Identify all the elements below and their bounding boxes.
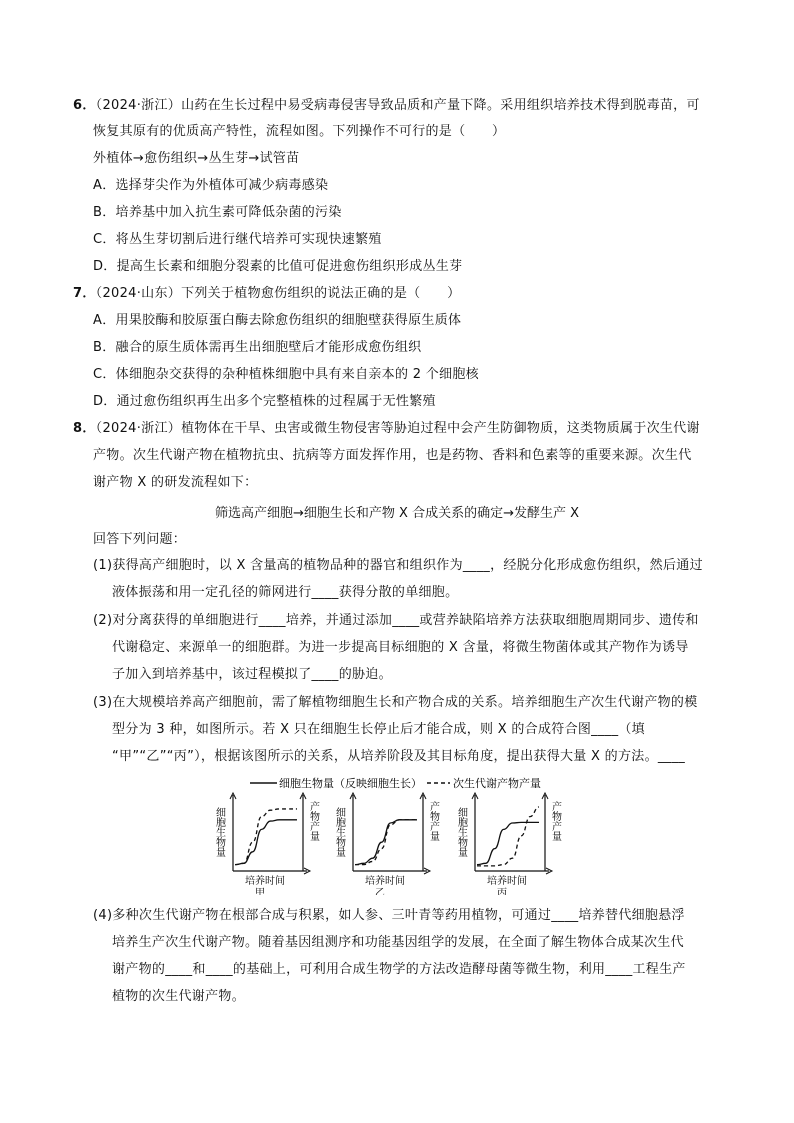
chart-panel-乙: [334, 793, 440, 895]
x-label: 培养时间: [487, 876, 527, 887]
cell-biomass-line: [355, 820, 417, 865]
q7-option-b[interactable]: B．融合的原生质体需再生出细胞壁后才能形成愈伤组织: [93, 340, 422, 355]
q7-number: 7．: [73, 286, 96, 301]
q8-stem-3: 谢产物 X 的研发流程如下：: [93, 475, 258, 490]
q8-sub4-line2: 培养生产次生代谢产物。随着基因组测序和功能基因组学的发展，在全面了解生物体合成某次生代: [112, 935, 684, 950]
q8-sub3-line1: (3)在大规模培养高产细胞前，需了解植物细胞生长和产物合成的关系。培养细胞生产次生代谢产物的模: [93, 695, 698, 710]
q6-flow: 外植体→愈伤组织→丛生芽→试管苗: [93, 151, 300, 166]
chart-panel-丙: [456, 793, 562, 895]
panel-name: 丙: [497, 888, 507, 895]
q8-sub2-line2: 代谢稳定、来源单一的细胞群。为进一步提高目标细胞的 X 含量，将微生物菌体或其产物作为诱导: [112, 640, 689, 655]
legend-solid-label: 细胞生物量（反映细胞生长）: [279, 777, 422, 790]
q7-option-d[interactable]: D．通过愈伤组织再生出多个完整植株的过程属于无性繁殖: [93, 394, 436, 409]
q8-line1: [73, 420, 700, 438]
q6-stem-2: 恢复其原有的优质高产特性，流程如图。下列操作不可行的是（ ）: [93, 124, 506, 139]
q6-option-b[interactable]: B．培养基中加入抗生素可降低杂菌的污染: [93, 205, 342, 220]
chart-panel-甲: [214, 793, 320, 895]
cell-biomass-line: [235, 820, 297, 865]
q8-sub1-line2: 液体振荡和用一定孔径的筛网进行____获得分散的单细胞。: [112, 585, 459, 600]
y-label-right: 产物产量: [427, 801, 439, 841]
q8-sub4-line3: 谢产物的____和____的基础上，可利用合成生物学的方法改造酵母菌等微生物，利用____工程生产: [112, 962, 686, 977]
chart-svg: [205, 775, 575, 895]
panel-name: 甲: [255, 888, 265, 895]
q7-option-a[interactable]: A．用果胶酶和胶原蛋白酶去除愈伤组织的细胞壁获得原生质体: [93, 313, 462, 328]
q8-sub2-line1: (2)对分离获得的单细胞进行____培养，并通过添加____或营养缺陷培养方法获取细胞周期同步、遗传和: [93, 613, 699, 628]
product-yield-line: [235, 809, 297, 865]
product-yield-line: [355, 820, 417, 865]
q8-stem-1: （2024·浙江）植物体在干旱、虫害或微生物侵害等胁迫过程中会产生防御物质，这类物质属于次生代谢: [95, 421, 700, 436]
q8-sub3-line2: 型分为 3 种，如图所示。若 X 只在细胞生长停止后才能合成，则 X 的合成符合图____（填: [112, 722, 645, 737]
q8-sub2-line3: 子加入到培养基中，该过程模拟了____的胁迫。: [112, 667, 392, 682]
legend-dashed-label: 次生代谢产物产量: [453, 777, 541, 790]
q7-line1: [73, 285, 460, 303]
y-label-left: 细胞生物量: [213, 807, 225, 857]
x-label: 培养时间: [365, 876, 405, 887]
y-label-right: 产物产量: [549, 801, 561, 841]
q6-option-d[interactable]: D．提高生长素和细胞分裂素的比值可促进愈伤组织形成丛生芽: [93, 259, 463, 274]
panel-name: 乙: [375, 888, 385, 895]
y-label-left: 细胞生物量: [333, 807, 345, 857]
q8-stem-2: 产物。次生代谢产物在植物抗虫、抗病等方面发挥作用，也是药物、香料和色素等的重要来源。次生代: [93, 448, 692, 463]
y-label-right: 产物产量: [307, 801, 319, 841]
q6-number: 6．: [73, 98, 96, 113]
q6-option-a[interactable]: A．选择芽尖作为外植体可减少病毒感染: [93, 178, 329, 193]
q6-option-c[interactable]: C．将丛生芽切割后进行继代培养可实现快速繁殖: [93, 232, 382, 247]
x-label: 培养时间: [245, 876, 285, 887]
q8-sub4-line1: (4)多种次生代谢产物在根部合成与积累，如人参、三叶青等药用植物，可通过____培养替代细胞悬浮: [93, 908, 685, 923]
q6-stem-1: （2024·浙江）山药在生长过程中易受病毒侵害导致品质和产量下降。采用组织培养技术得到脱毒苗，可: [95, 98, 700, 113]
q8-flow: 筛选高产细胞→细胞生长和产物 X 合成关系的确定→发酵生产 X: [215, 506, 579, 521]
q8-prompt: 回答下列问题：: [93, 532, 187, 547]
product-yield-line: [477, 807, 539, 866]
q7-stem-1: （2024·山东）下列关于植物愈伤组织的说法正确的是（ ）: [95, 286, 461, 301]
growth-product-figure: [205, 775, 575, 895]
q6-line1: [73, 97, 700, 115]
cell-biomass-line: [477, 822, 539, 864]
q8-number: 8．: [73, 421, 96, 436]
q7-option-c[interactable]: C．体细胞杂交获得的杂种植株细胞中具有来自亲本的 2 个细胞核: [93, 367, 479, 382]
q8-sub4-line4: 植物的次生代谢产物。: [112, 989, 246, 1004]
q8-sub3-line3: “甲”“乙”“丙”），根据该图所示的关系，从培养阶段及其目标角度，提出获得大量 X 的方法。____: [112, 749, 686, 764]
y-label-left: 细胞生物量: [455, 807, 467, 857]
q8-sub1-line1: (1)获得高产细胞时，以 X 含量高的植物品种的器官和组织作为____，经脱分化形成愈伤组织，然后通过: [93, 558, 703, 573]
